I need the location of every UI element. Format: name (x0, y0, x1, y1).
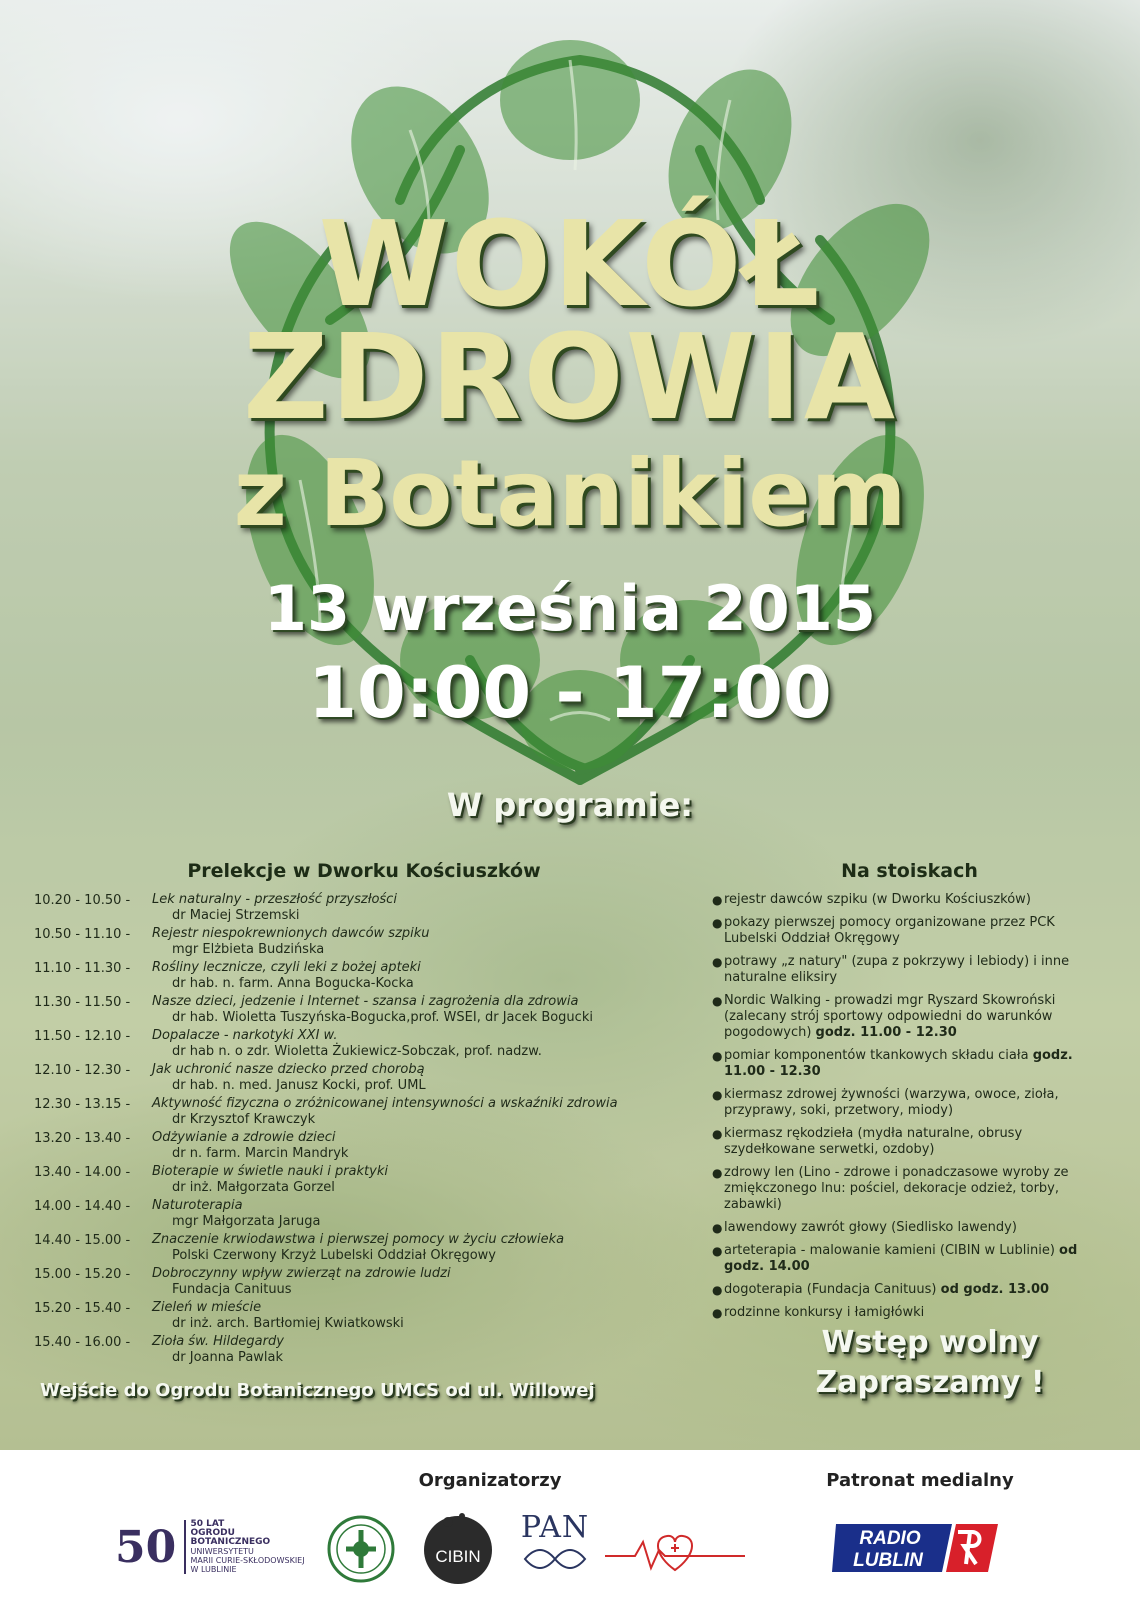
lecture-body (152, 1198, 694, 1229)
cibin-logo (420, 1510, 496, 1586)
stand-text-wrap (724, 1282, 1049, 1298)
stand-text-wrap (724, 1220, 1017, 1236)
bullet-icon: ● (712, 1166, 723, 1180)
lecture-body (152, 1300, 694, 1331)
heart-pulse-logo (605, 1522, 745, 1578)
lecture-item (34, 1198, 694, 1229)
stand-item (712, 1048, 1107, 1080)
stand-text-wrap (724, 892, 1031, 908)
title-line-1: WOKÓŁ (318, 195, 822, 333)
stand-text: zdrowy len (Lino - zdrowe i ponadczasowe wyroby ze zmiękczonego lnu: pościel, dekoracje odzież, torby, zabawki) (724, 1165, 1069, 1212)
lecture-item (34, 960, 694, 991)
garden-logo-line3: UNIWERSYTETU (190, 1547, 254, 1556)
lecture-item (34, 1232, 694, 1263)
stands-section (712, 860, 1107, 1328)
stand-text: dogoterapia (Fundacja Canituus) (724, 1282, 937, 1297)
lecture-speaker: dr Krzysztof Krawczyk (172, 1112, 316, 1127)
stand-list (712, 892, 1107, 1321)
title-line-3: z Botanikiem (233, 440, 907, 547)
garden-logo-line1: 50 LAT (190, 1519, 225, 1529)
stand-text-wrap (724, 1165, 1107, 1213)
lecture-time: 13.20 - 13.40 - (34, 1131, 131, 1146)
lecture-topic: Dobroczynny wpływ zwierząt na zdrowie ludzi (152, 1266, 451, 1281)
bullet-icon: ● (712, 1221, 723, 1235)
stand-item (712, 915, 1107, 947)
lecture-topic: Naturoterapia (152, 1198, 243, 1213)
lecture-topic: Dopalacze - narkotyki XXI w. (152, 1028, 338, 1043)
lecture-list (34, 892, 694, 1365)
lecture-speaker: dr hab. n. med. Janusz Kocki, prof. UML (172, 1078, 426, 1093)
lecture-body (152, 926, 694, 957)
garden-logo-line4: MARII CURIE-SKŁODOWSKIEJ (190, 1556, 305, 1565)
lecture-speaker: mgr Elżbieta Budzińska (172, 942, 325, 957)
stand-text-wrap (724, 915, 1107, 947)
stand-text-wrap (724, 1048, 1107, 1080)
lecture-time: 10.50 - 11.10 - (34, 927, 131, 942)
garden-logo-line2: OGRODU BOTANICZNEGO (190, 1528, 271, 1547)
garden-logo-line5: W LUBLINIE (190, 1565, 237, 1574)
event-date: 13 września 2015 (263, 572, 877, 645)
lecture-body (152, 892, 694, 923)
lecture-item (34, 892, 694, 923)
organizers-heading: Organizatorzy (418, 1470, 562, 1491)
event-hours: 10:00 - 17:00 (308, 652, 832, 734)
lecture-time: 14.00 - 14.40 - (34, 1199, 131, 1214)
stand-item (712, 1282, 1107, 1298)
radio-lublin-logo (832, 1516, 1002, 1580)
lecture-time: 11.30 - 11.50 - (34, 995, 131, 1010)
bullet-icon: ● (712, 994, 723, 1008)
stand-text-wrap (724, 1126, 1107, 1158)
garden-logo-number: 50 (115, 1521, 177, 1573)
stand-item (712, 892, 1107, 908)
lecture-item (34, 1062, 694, 1093)
lecture-body (152, 1062, 694, 1093)
lecture-body (152, 1266, 694, 1297)
lecture-topic: Aktywność fizyczna o zróżnicowanej intensywności a wskaźniki zdrowia (152, 1096, 618, 1111)
lecture-topic: Nasze dzieci, jedzenie i Internet - szansa i zagrożenia dla zdrowia (152, 994, 579, 1009)
stand-text: rejestr dawców szpiku (w Dworku Kościuszków) (724, 892, 1031, 907)
lecture-speaker: dr Joanna Pawlak (172, 1350, 284, 1365)
lectures-heading: Prelekcje w Dworku Kościuszków (187, 860, 541, 882)
bullet-icon: ● (712, 1127, 723, 1141)
lecture-topic: Rejestr niespokrewnionych dawców szpiku (152, 926, 430, 941)
lecture-body (152, 994, 694, 1025)
lecture-topic: Jak uchronić nasze dziecko przed chorobą (152, 1062, 425, 1077)
stand-text: lawendowy zawrót głowy (Siedlisko lawendy) (724, 1220, 1017, 1235)
lecture-time: 15.20 - 15.40 - (34, 1301, 131, 1316)
lecture-time: 12.10 - 12.30 - (34, 1063, 131, 1078)
title-line-2: ZDROWIA (242, 308, 898, 446)
lecture-speaker: dr hab. n. farm. Anna Bogucka-Kocka (172, 976, 414, 991)
lecture-time: 12.30 - 13.15 - (34, 1097, 131, 1112)
lecture-speaker: dr hab n. o zdr. Wioletta Żukiewicz-Sobczak, prof. nadzw. (172, 1044, 542, 1059)
pan-logo-text: PAN (520, 1510, 590, 1545)
stand-item (712, 1087, 1107, 1119)
lecture-speaker: dr hab. Wioletta Tuszyńska-Bogucka,prof. WSEI, dr Jacek Bogucki (172, 1010, 593, 1025)
radio-logo-line2: LUBLIN (853, 1550, 923, 1571)
lecture-item (34, 1334, 694, 1365)
stand-text-wrap (724, 993, 1107, 1041)
lecture-speaker: mgr Małgorzata Jaruga (172, 1214, 321, 1229)
bullet-icon: ● (712, 1049, 723, 1063)
stand-item (712, 1126, 1107, 1158)
lecture-item (34, 1096, 694, 1127)
entrance-info: Wejście do Ogrodu Botanicznego UMCS od ul. Willowej (40, 1380, 595, 1401)
lectures-section (34, 860, 694, 1368)
lecture-speaker: dr n. farm. Marcin Mandryk (172, 1146, 349, 1161)
lecture-topic: Rośliny lecznicze, czyli leki z bożej apteki (152, 960, 421, 975)
lecture-body (152, 1028, 694, 1059)
stand-text: potrawy „z natury" (zupa z pokrzywy i lebiody) i inne naturalne eliksiry (724, 954, 1070, 985)
cibin-logo-text: CIBIN (435, 1547, 481, 1566)
lecture-time: 15.00 - 15.20 - (34, 1267, 131, 1282)
lecture-item (34, 926, 694, 957)
stand-text: pomiar komponentów tkankowych składu ciała (724, 1048, 1029, 1063)
bullet-icon: ● (712, 893, 723, 907)
stand-text: Nordic Walking - prowadzi mgr Ryszard Skowroński (zalecany strój sportowy odpowiedni do warunków pogodowych) (724, 993, 1056, 1040)
lecture-item (34, 1130, 694, 1161)
stand-item (712, 993, 1107, 1041)
lecture-speaker: dr inż. arch. Bartłomiej Kwiatkowski (172, 1316, 404, 1331)
lecture-body (152, 1096, 694, 1127)
stand-item (712, 954, 1107, 986)
bullet-icon: ● (712, 1283, 723, 1297)
lecture-body (152, 1334, 694, 1365)
lecture-time: 13.40 - 14.00 - (34, 1165, 131, 1180)
lecture-speaker: dr Maciej Strzemski (172, 908, 300, 923)
stand-text: arteterapia - malowanie kamieni (CIBIN w Lublinie) (724, 1243, 1055, 1258)
lecture-body (152, 1164, 694, 1195)
bullet-icon: ● (712, 955, 723, 969)
stand-time: godz. 11.00 - 12.30 (815, 1025, 957, 1040)
stand-text: kiermasz zdrowej żywności (warzywa, owoce, zioła, przyprawy, soki, przetwory, miody) (724, 1087, 1059, 1118)
stand-item (712, 1305, 1107, 1321)
footer (0, 1450, 1140, 1606)
stand-time: od godz. 14.00 (724, 1243, 1078, 1274)
lecture-speaker: Polski Czerwony Krzyż Lubelski Oddział Okręgowy (172, 1248, 496, 1263)
lecture-item (34, 994, 694, 1025)
lecture-item (34, 1266, 694, 1297)
stand-item (712, 1243, 1107, 1275)
radio-logo-line1: RADIO (859, 1528, 921, 1549)
lecture-time: 11.10 - 11.30 - (34, 961, 131, 976)
garden-logo-text (184, 1520, 315, 1574)
lecture-time: 10.20 - 10.50 - (34, 893, 131, 908)
stand-time: godz. 11.00 - 12.30 (724, 1048, 1073, 1079)
lecture-item (34, 1164, 694, 1195)
stand-text: kiermasz rękodzieła (mydła naturalne, obrusy szydełkowane serwetki, ozdoby) (724, 1126, 1023, 1157)
bullet-icon: ● (712, 1088, 723, 1102)
lecture-body (152, 1130, 694, 1161)
stand-time: od godz. 13.00 (940, 1282, 1050, 1297)
bullet-icon: ● (712, 1244, 723, 1258)
lecture-topic: Odżywianie a zdrowie dzieci (152, 1130, 336, 1145)
umcs-seal-logo (326, 1514, 396, 1584)
stand-text-wrap (724, 1243, 1107, 1275)
stand-text-wrap (724, 954, 1107, 986)
free-entry-text: Wstęp wolny (821, 1325, 1039, 1360)
invite-text: Zapraszamy ! (815, 1365, 1045, 1400)
lecture-time: 11.50 - 12.10 - (34, 1029, 131, 1044)
stand-text: rodzinne konkursy i łamigłówki (724, 1305, 925, 1320)
lecture-topic: Bioterapie w świetle nauki i praktyki (152, 1164, 388, 1179)
pan-logo (515, 1510, 595, 1586)
lecture-topic: Zieleń w mieście (152, 1300, 262, 1315)
lecture-time: 15.40 - 16.00 - (34, 1335, 131, 1350)
lecture-speaker: dr inż. Małgorzata Gorzel (172, 1180, 335, 1195)
lecture-topic: Znaczenie krwiodawstwa i pierwszej pomocy w życiu człowieka (152, 1232, 565, 1247)
stand-text-wrap (724, 1087, 1107, 1119)
lecture-body (152, 960, 694, 991)
stand-item (712, 1165, 1107, 1213)
lecture-topic: Lek naturalny - przeszłość przyszłości (152, 892, 397, 907)
patronage-heading: Patronat medialny (826, 1470, 1014, 1491)
lecture-topic: Zioła św. Hildegardy (152, 1334, 284, 1349)
lecture-speaker: Fundacja Canituus (172, 1282, 292, 1297)
lecture-body (152, 1232, 694, 1263)
botanical-garden-logo (115, 1512, 315, 1582)
stand-text-wrap (724, 1305, 924, 1321)
stands-heading: Na stoiskach (841, 860, 978, 882)
lecture-item (34, 1300, 694, 1331)
lecture-time: 14.40 - 15.00 - (34, 1233, 131, 1248)
free-entry-block (760, 1323, 1100, 1403)
stand-text: pokazy pierwszej pomocy organizowane przez PCK Lubelski Oddział Okręgowy (724, 915, 1055, 946)
bullet-icon: ● (712, 916, 723, 930)
lecture-item (34, 1028, 694, 1059)
stand-item (712, 1220, 1107, 1236)
bullet-icon: ● (712, 1306, 723, 1320)
program-heading: W programie: (446, 786, 694, 824)
